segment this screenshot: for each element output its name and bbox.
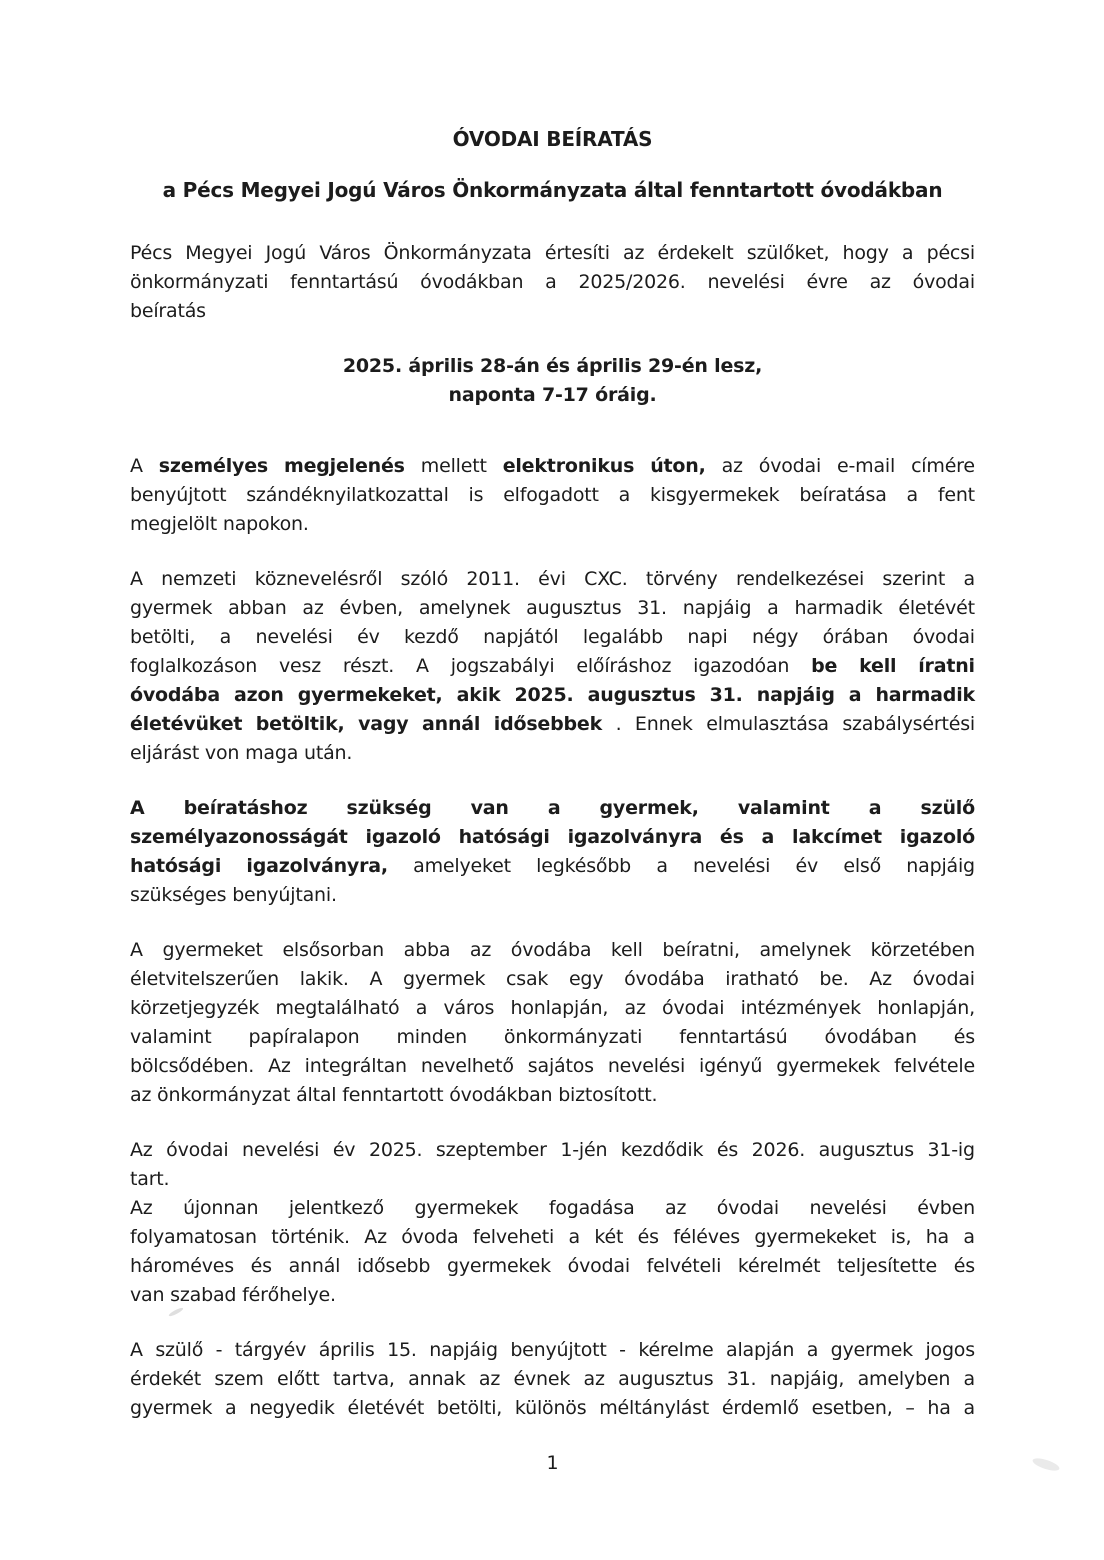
text-line: Az óvodai nevelési év 2025. szeptember 1-jén kezdődik és 2026. augusztus 31-ig [130,1139,975,1161]
text-line: hároméves és annál idősebb gyermekek óvodai felvételi kérelmét teljesítette és [130,1255,975,1277]
page-subtitle: a Pécs Megyei Jogú Város Önkormányzata által fenntartott óvodákban [162,178,943,202]
text-line: körzetjegyzék megtalálható a város honlapján, az óvodai intézmények honlapján, [130,997,975,1019]
text-line: bölcsődében. Az integráltan nevelhető sajátos nevelési igényű gyermekek felvétele [130,1055,975,1077]
text-line: van szabad férőhelye. [130,1284,336,1306]
text-line: beíratás [130,300,206,322]
text-line: óvodába azon gyermekeket, akik 2025. augusztus 31. napjáig a harmadik [130,684,975,706]
text-line: betölti, a nevelési év kezdő napjától legalább napi négy órában óvodai [130,626,975,648]
text-line: életévüket betöltik, vagy annál idősebbek . Ennek elmulasztása szabálysértési [130,713,975,735]
text-line: személyazonosságát igazoló hatósági igazolványra és a lakcímet igazoló [130,826,975,848]
paragraph-school-year [130,1136,975,1310]
text-line: gyermek a negyedik életévét betölti, különös méltánylást érdemlő esetben, – ha a [130,1397,975,1419]
text-line: érdekét szem előtt tartva, annak az évnek az augusztus 31. napjáig, amelyben a [130,1368,975,1390]
paragraph-district-enrollment [130,936,975,1110]
text-line: Pécs Megyei Jogú Város Önkormányzata értesíti az érdekelt szülőket, hogy a pécsi [130,242,975,264]
page-title: ÓVODAI BEÍRATÁS [452,127,653,151]
paragraph-required-documents [130,794,975,910]
text-line: 2025. április 28-án és április 29-én lesz, [342,355,763,377]
page-number: 1 [546,1452,559,1474]
paragraph-enrollment-dates [130,352,975,410]
paragraph-legal-obligation [130,565,975,768]
text-line: tart. [130,1168,170,1190]
text-line: önkormányzati fenntartású óvodákban a 2025/2026. nevelési évre az óvodai [130,271,975,293]
text-line: szükséges benyújtani. [130,884,337,906]
text-line: A személyes megjelenés mellett elektronikus úton, az óvodai e-mail címére [130,455,975,477]
text-line: A szülő - tárgyév április 15. napjáig benyújtott - kérelme alapján a gyermek jogos [130,1339,975,1361]
text-line: A gyermeket elsősorban abba az óvodába kell beíratni, amelynek körzetében [130,939,975,961]
scan-smudge [1031,1456,1060,1473]
text-line: folyamatosan történik. Az óvoda felveheti a két és féléves gyermekeket is, ha a [130,1226,975,1248]
paragraph-electronic-submission [130,452,975,539]
text-line: eljárást von maga után. [130,742,353,764]
text-line: foglalkozáson vesz részt. A jogszabályi előíráshoz igazodóan be kell íratni [130,655,975,677]
text-line: megjelölt napokon. [130,513,309,535]
document-body [130,239,975,1423]
text-line: gyermek abban az évben, amelynek augusztus 31. napjáig a harmadik életévét [130,597,975,619]
text-line: Az újonnan jelentkező gyermekek fogadása az óvodai nevelési évben [130,1197,975,1219]
text-line: benyújtott szándéknyilatkozattal is elfogadott a kisgyermekek beíratása a fent [130,484,975,506]
text-line: A beíratáshoz szükség van a gyermek, valamint a szülő [130,797,975,819]
text-line: naponta 7-17 óráig. [448,384,657,406]
paragraph-intro [130,239,975,326]
text-line: az önkormányzat által fenntartott óvodákban biztosított. [130,1084,658,1106]
text-line: valamint papíralapon minden önkormányzati fenntartású óvodában és [130,1026,975,1048]
text-line: hatósági igazolványra, amelyeket legkésőbb a nevelési év első napjáig [130,855,975,877]
paragraph-parental-request [130,1336,975,1423]
text-line: életvitelszerűen lakik. A gyermek csak egy óvodába iratható be. Az óvodai [130,968,975,990]
text-line: A nemzeti köznevelésről szóló 2011. évi CXC. törvény rendelkezései szerint a [130,568,975,590]
